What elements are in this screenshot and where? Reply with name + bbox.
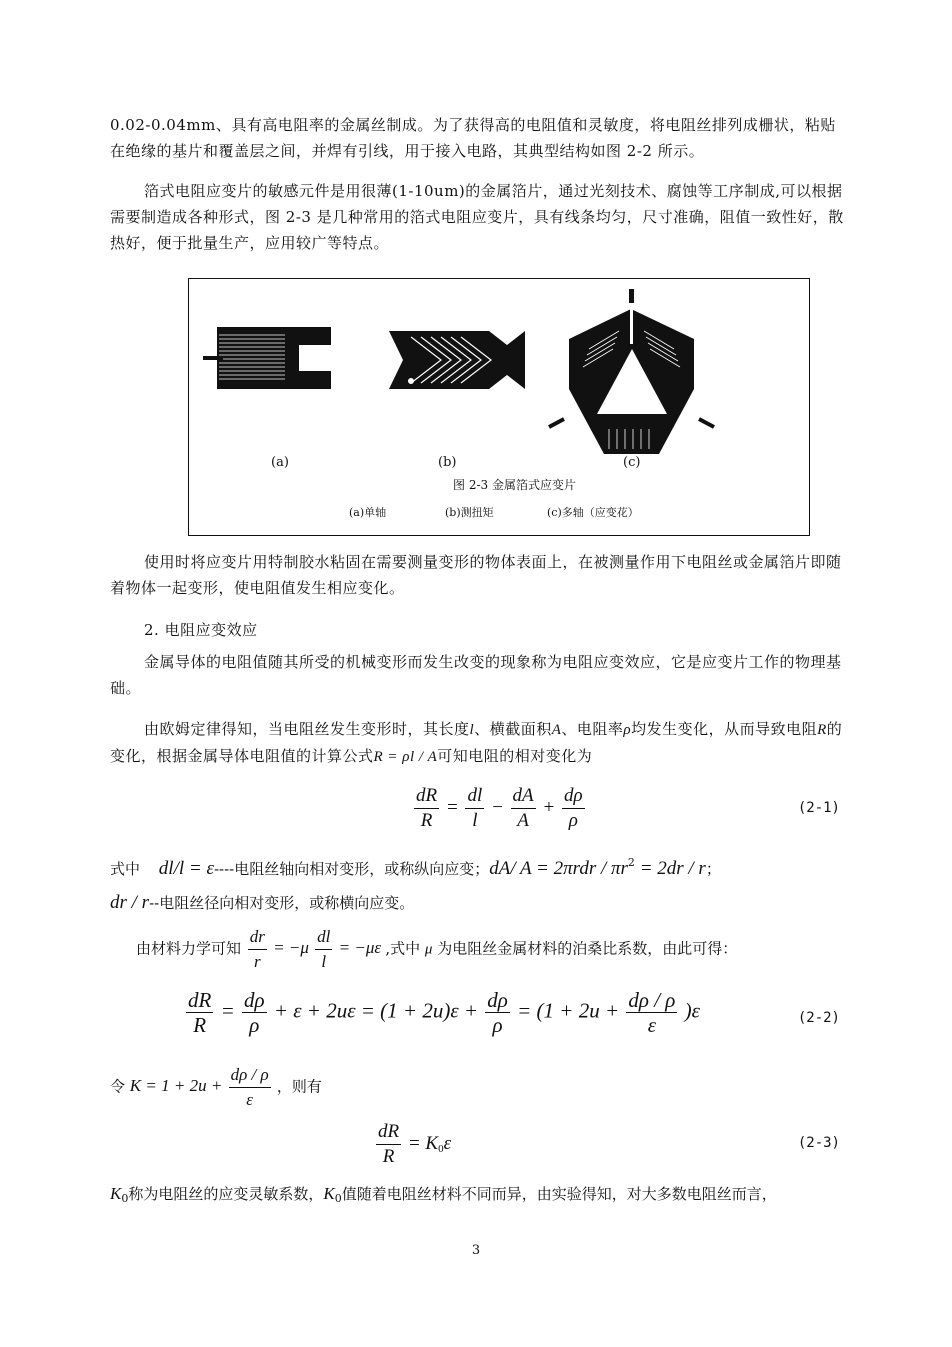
figure-caption: 图 2-3 金属箔式应变片 bbox=[453, 478, 576, 492]
symbol-A: A bbox=[551, 722, 562, 738]
last-line: $K_0$称为电阻丝的应变灵敏系数，$K_0$值随着电阻丝材料不同而异，由实验得知，对大多数电阻丝而言， bbox=[110, 1184, 777, 1205]
paragraph-2: 箔式电阻应变片的敏感元件是用很薄(1-10um)的金属箔片，通过光刻技术、腐蚀等工序制成,可以根据需要制造成各种形式，图 2-3 是几种常用的箔式电阻应变片，具有线条均匀，尺寸准确，阻值一致性好，散热好，便于批量生产，应用较广等特点。 bbox=[110, 182, 844, 252]
definition-line-3: 由材料力学可知 $\frac{dr}{r}$ = −μ $\frac{dl}{l}$ = −με ,式中 μ 为电阻丝金属材料的泊桑比系数，由此可得： bbox=[136, 927, 738, 971]
equation-number-2-3: (2-3) bbox=[797, 1135, 840, 1151]
page-number: 3 bbox=[471, 1243, 481, 1258]
equation-2-1: $\frac{dR}{R}$ = $\frac{dl}{l}$ − $\frac{dA}{A}$ + $\frac{d\rho}{\rho}$ bbox=[416, 785, 583, 831]
paragraph-3: 使用时将应变片用特制胶水粘固在需要测量变形的物体表面上，在被测量作用下电阻丝或金属箔片即随着物体一起变形，使电阻值发生相应变化。 bbox=[110, 553, 842, 597]
figure-label-c: (c) bbox=[623, 455, 641, 470]
figure-subcaption-a: (a)单轴 bbox=[349, 506, 387, 519]
figure-subcaption-b: (b)测扭矩 bbox=[445, 506, 494, 519]
gauge-a-illustration bbox=[203, 327, 331, 389]
figure-label-b: (b) bbox=[438, 455, 457, 470]
paragraph-5: 金属导体的电阻值随其所受的机械变形而发生改变的现象称为电阻应变效应，它是应变片工作的物理基础。 bbox=[110, 653, 842, 697]
section-heading: 2. 电阻应变效应 bbox=[144, 621, 258, 639]
equation-2-3: $\frac{dR}{R}$ = $K_0\varepsilon$ bbox=[378, 1121, 452, 1167]
figure-label-a: (a) bbox=[271, 455, 289, 470]
equation-number-2-1: (2-1) bbox=[797, 800, 840, 816]
resistance-formula: R = ρl / A bbox=[373, 749, 438, 765]
paragraph-6: 由欧姆定律得知，当电阻丝发生变形时，其长度l、横截面积A、电阻率ρ均发生变化，从而导致电阻R的变化，根据金属导体电阻值的计算公式R = ρl / A可知电阻的相对变化为 bbox=[110, 720, 843, 765]
definition-line-2: dr / r--电阻丝径向相对变形，或称横向应变。 bbox=[110, 892, 415, 913]
equation-number-2-2: (2-2) bbox=[797, 1010, 840, 1026]
symbol-R: R bbox=[817, 722, 827, 738]
strain-gauge-illustrations bbox=[189, 279, 808, 534]
symbol-l: l bbox=[469, 722, 475, 738]
paragraph-1: 0.02-0.04mm、具有高电阻率的金属丝制成。为了获得高的电阻值和灵敏度，将电阻丝排列成栅状，粘贴在绝缘的基片和覆盖层之间，并焊有引线，用于接入电路，其典型结构如图 2-2 所示。 bbox=[110, 116, 836, 160]
figure-subcaption-c: (c)多轴（应变花） bbox=[547, 506, 639, 519]
symbol-rho: ρ bbox=[623, 722, 632, 738]
let-k-line: 令 K = 1 + 2u + $\frac{d\rho / \rho}{\varepsilon}$ ，则有 bbox=[110, 1065, 322, 1109]
figure-2-3 bbox=[188, 278, 810, 536]
equation-2-2: $\frac{dR}{R}$ = $\frac{d\rho}{\rho}$ + ε + 2uε = (1 + 2u)ε + $\frac{d\rho}{\rho}$ = (1 + 2u + $\frac{d\rho / \rho}{\varepsilon}$ )ε bbox=[188, 988, 700, 1037]
gauge-b-illustration bbox=[389, 331, 525, 389]
gauge-c-illustration bbox=[549, 289, 714, 454]
definition-line-1: 式中 dl/l = ε----电阻丝轴向相对变形，或称纵向应变；dA/ $A = 2\pi rdr / \pi r^2 = 2dr / r$； bbox=[110, 856, 721, 879]
